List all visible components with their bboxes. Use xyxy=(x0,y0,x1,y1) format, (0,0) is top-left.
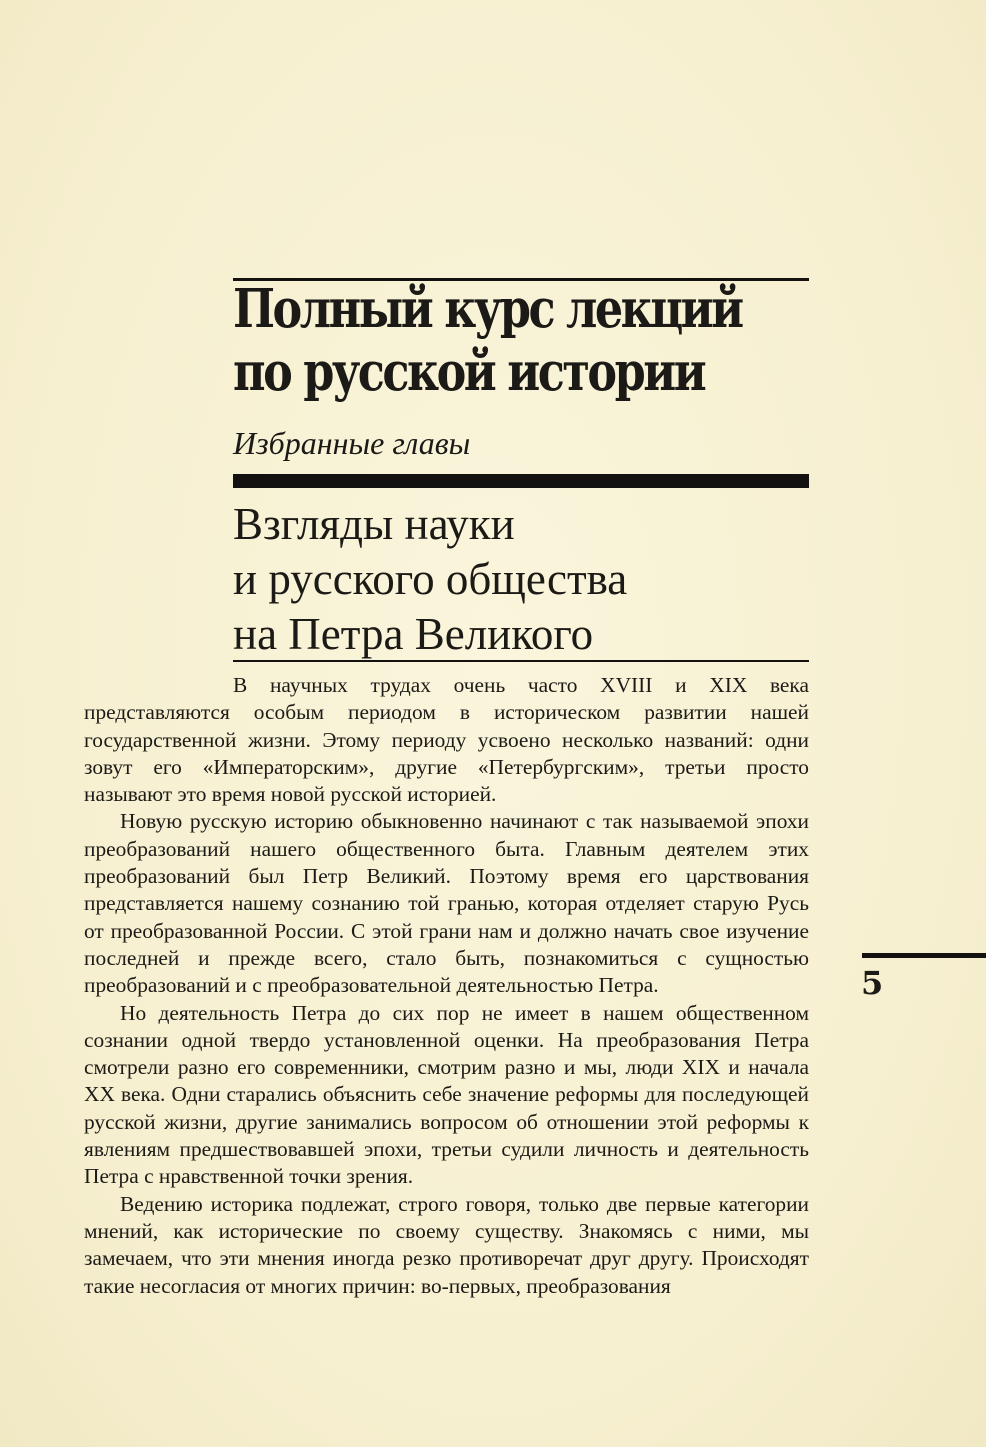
series-title-line-2: по русской истории xyxy=(233,341,705,403)
page-number: 5 xyxy=(861,964,884,1002)
paragraph-1: В научных трудах очень часто XVIII и XIX века представляются особым периодом в историческом развитии нашей государственной жизни. Этому периоду усвоено несколько названий: одни зовут его «Императорским», другие «Петербургским», третьи просто называют это время новой русской историей. xyxy=(84,673,809,807)
chapter-bottom-rule xyxy=(233,660,809,662)
chapter-title-line-3: на Петра Великого xyxy=(233,609,594,659)
chapter-title xyxy=(233,497,813,662)
series-title-line-1: Полный курс лекций xyxy=(233,278,742,340)
chapter-title-line-1: Взгляды науки xyxy=(233,499,515,549)
chapter-title-line-2: и русского общества xyxy=(233,554,628,604)
paragraph-2: Новую русскую историю обыкновенно начинают с так называемой эпохи преобразований нашего общественного быта. Главным деятелем этих преобразований был Петр Великий. Поэтому время его царствования представляется нашему сознанию той гранью, которая отделяет старую Русь от преобразованной России. С этой грани нам и должно начать свое изучение последней и прежде всего, стало быть, познакомиться с сущностью преобразований и с преобразовательной деятельностью Петра. xyxy=(84,809,809,998)
thick-divider-rule xyxy=(233,474,809,488)
paragraph-3: Но деятельность Петра до сих пор не имеет в нашем общественном сознании одной твердо установленной оценки. На преобразования Петра смотрели разно его современники, смотрим разно и мы, люди XIX и начала XX века. Одни старались объяснить себе значение реформы для последующей русской жизни, другие занимались вопросом об отношении этой реформы к явлениям предшествовавшей эпохи, третьи судили личность и деятельность Петра с нравственной точки зрения. xyxy=(84,1000,809,1189)
page-tab-rule xyxy=(862,953,986,958)
paragraph-4: Ведению историка подлежат, строго говоря, только две первые категории мнений, как исторические по своему существу. Знакомясь с ними, мы замечаем, что эти мнения иногда резко противоречат друг другу. Происходят такие несогласия от многих причин: во-первых, преобразования xyxy=(84,1191,809,1298)
body-text xyxy=(84,672,809,1300)
series-subtitle: Избранные главы xyxy=(233,425,471,461)
series-title xyxy=(233,278,742,404)
